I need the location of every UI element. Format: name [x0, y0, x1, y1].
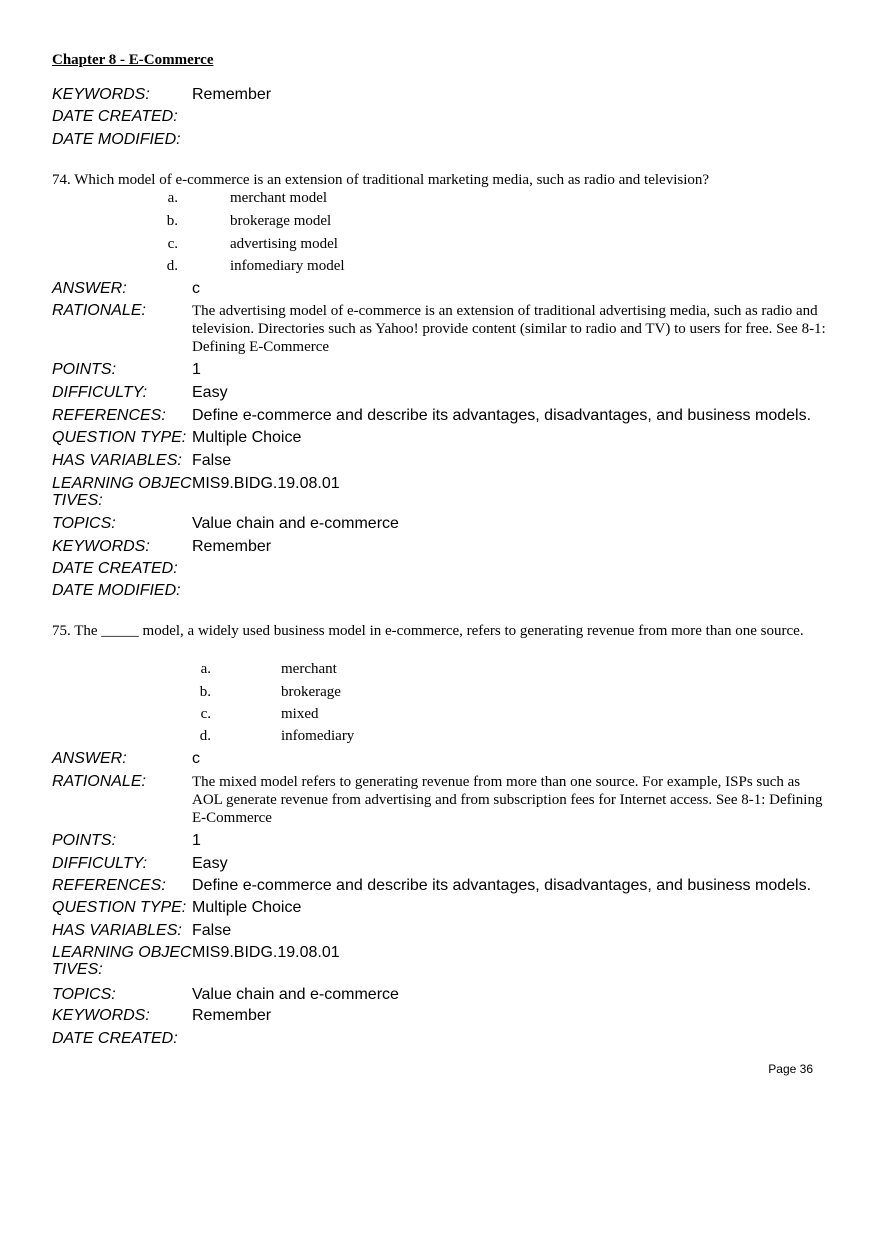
option-text: infomediary — [281, 728, 355, 744]
option-text: advertising model — [230, 236, 338, 252]
field-value: The mixed model refers to generating revenue from more than one source. For example, ISPs such as AOL generate revenue from advertising and from subscription fees for Internet access. See 8-1: Defining E-Commerce — [192, 774, 823, 826]
field-value: c — [192, 280, 200, 297]
field-label: REFERENCES: — [52, 407, 166, 424]
q75-option-b — [191, 683, 491, 703]
field-value: False — [192, 452, 232, 469]
q74-option-d — [158, 257, 458, 277]
field-value: False — [192, 922, 232, 939]
field-value: Value chain and e-commerce — [192, 515, 399, 532]
q74-learning-objectives — [52, 475, 832, 511]
chapter-title: Chapter 8 - E-Commerce — [52, 52, 214, 68]
option-text: mixed — [281, 706, 319, 722]
q74-rationale — [52, 302, 832, 358]
field-label: ANSWER: — [52, 280, 127, 297]
field-value: c — [192, 750, 200, 767]
option-letter: a. — [200, 661, 211, 677]
field-label: DATE CREATED: — [52, 108, 178, 125]
field-label: DATE CREATED: — [52, 560, 178, 577]
option-text: merchant model — [230, 190, 328, 206]
question-75-text: 75. The _____ model, a widely used business model in e-commerce, refers to generating revenue from more than one source. — [52, 623, 804, 639]
field-value: Remember — [192, 538, 272, 555]
option-letter: b. — [199, 684, 211, 700]
q75-has-variables — [52, 922, 832, 944]
option-letter: d. — [166, 258, 178, 274]
field-value: Easy — [192, 855, 228, 872]
field-value: 1 — [192, 361, 201, 378]
field-label: LEARNING OBJEC — [52, 475, 192, 492]
page-number: Page 36 — [768, 1062, 813, 1076]
field-value: MIS9.BIDG.19.08.01 — [192, 475, 340, 492]
field-label: REFERENCES: — [52, 877, 166, 894]
field-label: RATIONALE: — [52, 773, 146, 790]
field-label: POINTS: — [52, 832, 117, 849]
q75-option-a — [191, 660, 491, 680]
field-value: MIS9.BIDG.19.08.01 — [192, 944, 340, 961]
field-label: DATE MODIFIED: — [52, 582, 181, 599]
field-label: ANSWER: — [52, 750, 127, 767]
field-value: Remember — [192, 1007, 272, 1024]
option-letter: d. — [199, 728, 211, 744]
q74-date-created — [52, 560, 832, 582]
option-text: merchant — [281, 661, 337, 677]
option-letter: b. — [166, 213, 178, 229]
question-74-text: 74. Which model of e-commerce is an extension of traditional marketing media, such as radio and television? — [52, 172, 710, 188]
field-label: DATE MODIFIED: — [52, 131, 181, 148]
field-label: TOPICS: — [52, 986, 116, 1003]
field-value: Value chain and e-commerce — [192, 986, 399, 1003]
option-text: brokerage model — [230, 213, 332, 229]
field-label: KEYWORDS: — [52, 538, 150, 555]
q75-answer — [52, 750, 832, 772]
field-label: LEARNING OBJEC — [52, 944, 192, 961]
option-letter: c. — [167, 236, 178, 252]
field-label: QUESTION TYPE: — [52, 899, 187, 916]
field-label: DIFFICULTY: — [52, 384, 148, 401]
field-value: Define e-commerce and describe its advantages, disadvantages, and business models. — [192, 877, 812, 894]
option-letter: a. — [167, 190, 178, 206]
q75-rationale — [52, 773, 832, 829]
q74-option-b — [158, 212, 458, 232]
q74-question-type — [52, 429, 832, 451]
q75-keywords — [52, 1007, 832, 1029]
q75-difficulty — [52, 855, 832, 877]
field-label: DATE CREATED: — [52, 1030, 178, 1047]
field-label-cont: TIVES: — [52, 492, 103, 509]
meta-date-modified — [52, 131, 832, 153]
q74-keywords — [52, 538, 832, 560]
field-label: DIFFICULTY: — [52, 855, 148, 872]
option-letter: c. — [200, 706, 211, 722]
q74-references — [52, 407, 832, 429]
field-label: HAS VARIABLES: — [52, 922, 182, 939]
meta-date-created — [52, 108, 832, 130]
field-value: Multiple Choice — [192, 429, 302, 446]
field-label: KEYWORDS: — [52, 1007, 150, 1024]
q75-option-c — [191, 705, 491, 725]
field-label: KEYWORDS: — [52, 86, 150, 103]
q75-option-d — [191, 727, 491, 747]
q75-points — [52, 832, 832, 854]
field-label: HAS VARIABLES: — [52, 452, 182, 469]
q75-topics — [52, 986, 832, 1008]
field-label: QUESTION TYPE: — [52, 429, 187, 446]
field-value: Easy — [192, 384, 228, 401]
option-text: infomediary model — [230, 258, 345, 274]
q75-question-type — [52, 899, 832, 921]
q74-option-a — [158, 189, 458, 209]
field-label: RATIONALE: — [52, 302, 146, 319]
field-value: Define e-commerce and describe its advantages, disadvantages, and business models. — [192, 407, 812, 424]
field-value: Multiple Choice — [192, 899, 302, 916]
option-text: brokerage — [281, 684, 341, 700]
field-label-cont: TIVES: — [52, 961, 103, 978]
q74-has-variables — [52, 452, 832, 474]
q75-references — [52, 877, 832, 899]
field-label: TOPICS: — [52, 515, 116, 532]
q75-date-created — [52, 1030, 832, 1052]
field-value: The advertising model of e-commerce is an extension of traditional advertising media, such as radio and television. Directories such as Yahoo! provide content (similar to radio and TV) to users for free. See 8-1: Defining E-Commerce — [192, 303, 826, 355]
q74-date-modified — [52, 582, 832, 604]
q74-topics — [52, 515, 832, 537]
q75-learning-objectives — [52, 944, 832, 980]
q74-difficulty — [52, 384, 832, 406]
meta-keywords — [52, 86, 832, 108]
q74-option-c — [158, 235, 458, 255]
field-label: POINTS: — [52, 361, 117, 378]
field-value: Remember — [192, 86, 272, 103]
field-value: 1 — [192, 832, 201, 849]
q74-points — [52, 361, 832, 383]
q74-answer — [52, 280, 832, 302]
